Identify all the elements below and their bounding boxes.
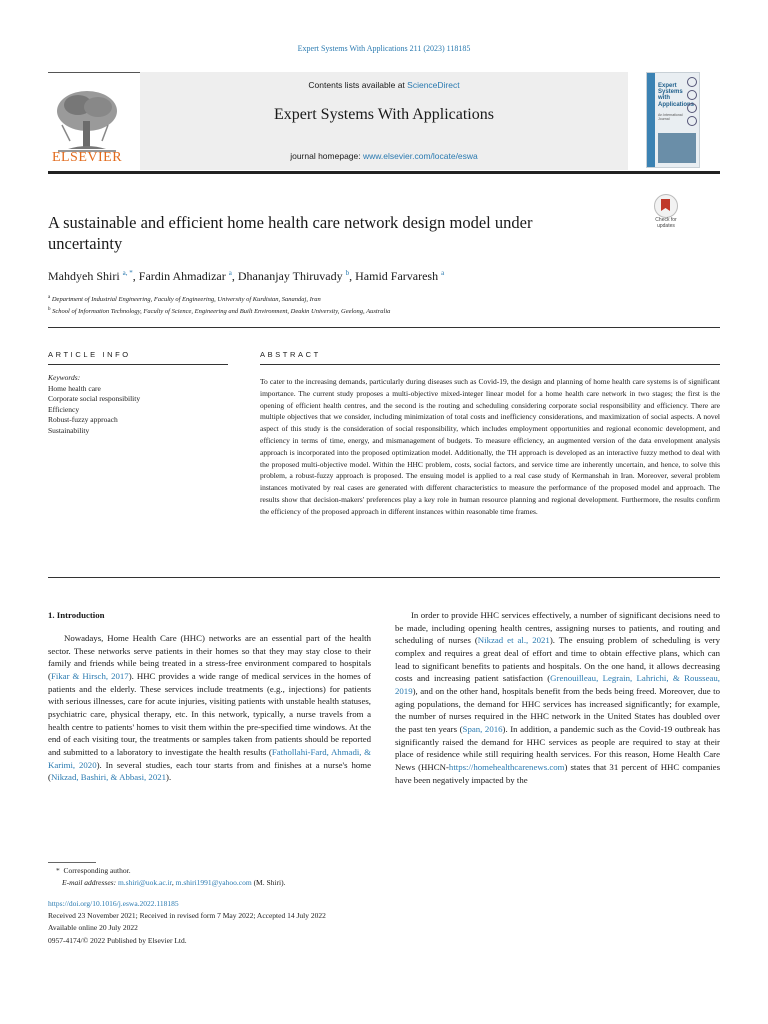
author-affiliation-mark[interactable]: b xyxy=(345,269,350,277)
cover-title: Expert Systems with Applications xyxy=(658,83,695,108)
author-affiliation-mark[interactable]: a xyxy=(228,269,232,277)
author-name[interactable]: Fardin Ahmadizar xyxy=(138,269,226,283)
check-for-updates-button[interactable] xyxy=(646,194,686,234)
contents-prefix: Contents lists available at xyxy=(308,80,408,90)
journal-cover-thumbnail[interactable] xyxy=(646,72,700,168)
author-affiliation-mark[interactable]: a, * xyxy=(122,269,133,277)
journal-title: Expert Systems With Applications xyxy=(274,106,494,123)
contents-availability xyxy=(140,80,628,90)
email-note: E-mail addresses: m.shiri@uok.ac.ir, m.shiri1991@yahoo.com (M. Shiri). xyxy=(62,878,286,888)
email-link[interactable]: m.shiri@uok.ac.ir xyxy=(117,878,172,888)
keyword: Efficiency xyxy=(48,404,80,414)
citation-link[interactable]: Fathollahi-Fard, Ahmadi, & Karimi, 2020 xyxy=(48,746,371,770)
keywords-block xyxy=(48,373,228,437)
citation-link[interactable]: Grenouilleau, Legrain, Lahrichi, & Rousseau, 2019 xyxy=(395,673,721,696)
sciencedirect-link[interactable]: ScienceDirect xyxy=(407,80,460,90)
author-name[interactable]: Mahdyeh Shiri xyxy=(48,269,120,283)
article-title: A sustainable and efficient home health care network design model under uncertainty xyxy=(48,213,533,253)
publication-info xyxy=(48,898,428,947)
cover-icons xyxy=(687,77,697,129)
citation-link[interactable]: Fikar & Hirsch, 2017 xyxy=(50,670,129,681)
paragraph: In order to provide HHC services effectively, a number of significant decisions need to be made, including opening health centres, assigning nurses to patients, and routing and scheduling of nurses (Nikzad et al., 2021). The ensuing problem of scheduling is very complex and requires a great deal of effort and time to obtain effective plans, which can lead to significant benefits to patients and hospitals. On the one hand, it allows decreasing costs and increasing patient satisfaction (Grenouilleau, Legrain, Lahrichi, & Rousseau, 2019), and on the other hand, hospitals benefit from the beds being freed. Moreover, due to aging populations, the demand for HHC services has increased significantly; for example, the number of nurses required in the HHC network in the United States has doubled over the past ten years (Span, 2016). In addition, a pandemic such as the Covid-19 outbreak has significantly raised the demand for HHC services as people are required to stay at their place of residence while still requiring health services. For this reason, Home Health Care News (HHCN-https://homehealthcarenews.com) states that 31 percent of HHC companies have been negatively impacted by the xyxy=(395,610,721,785)
keyword: Home health care xyxy=(48,383,101,393)
keyword: Corporate social responsibility xyxy=(48,394,141,404)
footnote-rule xyxy=(48,862,96,863)
author-name[interactable]: Hamid Farvaresh xyxy=(355,269,439,283)
homepage-link[interactable]: www.elsevier.com/locate/eswa xyxy=(362,151,478,161)
paragraph: Nowadays, Home Health Care (HHC) networks are an essential part of the health sector. These networks serve patients in their homes so that they may stay close to their family and friends while being treated in a stress-free environment compared to hospitals (Fikar & Hirsch, 2017). HHC provides a wide range of medical services in the homes of patients and the elderly. These services include treatments (e.g., injections) for patients with serious illnesses, care for acute injuries, visiting patients with unstable health statuses, psychiatric care, physical therapy, etc. In this network, typically, a nurse travels from a health centre to patients' homes to visit them within the pre-specified time windows. At the end of each visiting tour, the treatments or samples taken from patients should be reported and submitted to a laboratory to investigate the health results (Fathollahi-Fard, Ahmadi, & Karimi, 2020). In several studies, each tour starts from and finishes at a nurse's home (Nikzad, Bashiri, & Abbasi, 2021). xyxy=(48,633,372,783)
homepage-prefix: journal homepage: xyxy=(290,151,363,161)
cover-side-bar xyxy=(647,73,655,167)
header-bottom-rule xyxy=(48,171,720,174)
author-list: Mahdyeh Shiri $^{a, *}$, Fardin Ahmadizar $^a$, Dhananjay Thiruvady $^b$, Hamid Farvaresh $^a$ xyxy=(48,269,445,283)
citation-link[interactable]: Nikzad, Bashiri, & Abbasi, 2021 xyxy=(50,772,167,783)
divider xyxy=(260,364,720,365)
citation-link[interactable]: Span, 2016 xyxy=(462,723,503,734)
author-name[interactable]: Dhananjay Thiruvady xyxy=(237,269,343,283)
doi-link[interactable]: https://doi.org/10.1016/j.eswa.2022.118185 xyxy=(48,899,179,908)
copyright: 0957-4174/© 2022 Published by Elsevier Ltd. xyxy=(48,935,187,945)
check-for-updates-label: Check for updates xyxy=(655,217,677,229)
footnotes xyxy=(48,865,428,889)
available-online: Available online 20 July 2022 xyxy=(48,923,138,933)
cover-image xyxy=(658,133,696,163)
journal-homepage xyxy=(140,151,628,161)
publisher-wordmark: ELSEVIER xyxy=(51,150,123,165)
affiliation: $^a$ Department of Industrial Engineering, Faculty of Engineering, University of Kurdistan, Sanandaj, Iran xyxy=(48,295,321,304)
divider xyxy=(48,327,720,328)
url-link[interactable]: https://homehealthcarenews.com xyxy=(448,761,565,772)
cover-subtitle: An International Journal xyxy=(658,113,683,121)
section-heading: 1. Introduction xyxy=(48,610,105,620)
keyword: Sustainability xyxy=(48,425,90,435)
abstract-heading: ABSTRACT xyxy=(260,350,321,359)
abstract-text: To cater to the increasing demands, particularly during diseases such as Covid-19, the design and planning of home health care systems is of significant importance. The current study proposes a multi-objective mixed-integer linear model for a home health care network in two stages; the first is the opening of efficient health centres, and the second is the routing and scheduling considering corporate social responsibility and efficiency. There are multiple objectives that we consider, including minimization of total costs and inefficiency considerations, and maximization of social aspects. A novel aspect of this study is the consideration of social responsibility, which includes employment opportunities and regional economic development, and efficiency in terms of time, energy, and mismanagement of budgets. To measure efficiency, an augmented version of the data envelopment analysis approach is incorporated into the proposed optimization model. Additionally, the TH approach is developed as an interactive fuzzy method to deal with the proposed multi-objective model. Within the HHC problem, costs, social factors, and service time are inherently uncertain, and hence, to solve this problem, a robust-fuzzy approach is proposed. The ensuing model is applied to a real case study of Kermanshah in Iran. Moreover, several problem instances motivated by real cases are generated with different characteristics to measure the performance of the proposed model and approach. The results show that decision-makers' preferences play a key role in human resource planning and regional development. Furthermore, the results confirm the efficiency of the proposed approach in different instances within reasonable time frames. xyxy=(260,377,720,516)
received-dates: Received 23 November 2021; Received in revised form 7 May 2022; Accepted 14 July 2022 xyxy=(48,911,326,921)
corresponding-author-note: * Corresponding author. xyxy=(56,866,131,875)
body-column-right xyxy=(395,609,720,786)
keyword: Robust-fuzzy approach xyxy=(48,415,118,425)
email-link[interactable]: m.shiri1991@yahoo.com xyxy=(175,878,252,888)
divider xyxy=(48,364,228,365)
bookmark-icon xyxy=(654,194,678,218)
divider xyxy=(48,577,720,578)
author-affiliation-mark[interactable]: a xyxy=(441,269,445,277)
body-column-left xyxy=(48,632,371,784)
affiliation: $^b$ School of Information Technology, Faculty of Science, Engineering and Built Environment, Deakin University, Geelong, Australia xyxy=(48,307,391,316)
keywords-label: Keywords: xyxy=(48,373,81,382)
running-head[interactable]: Expert Systems With Applications 211 (2023) 118185 xyxy=(297,44,471,53)
article-info-heading: ARTICLE INFO xyxy=(48,350,131,359)
citation-link[interactable]: Nikzad et al., 2021 xyxy=(477,635,550,646)
